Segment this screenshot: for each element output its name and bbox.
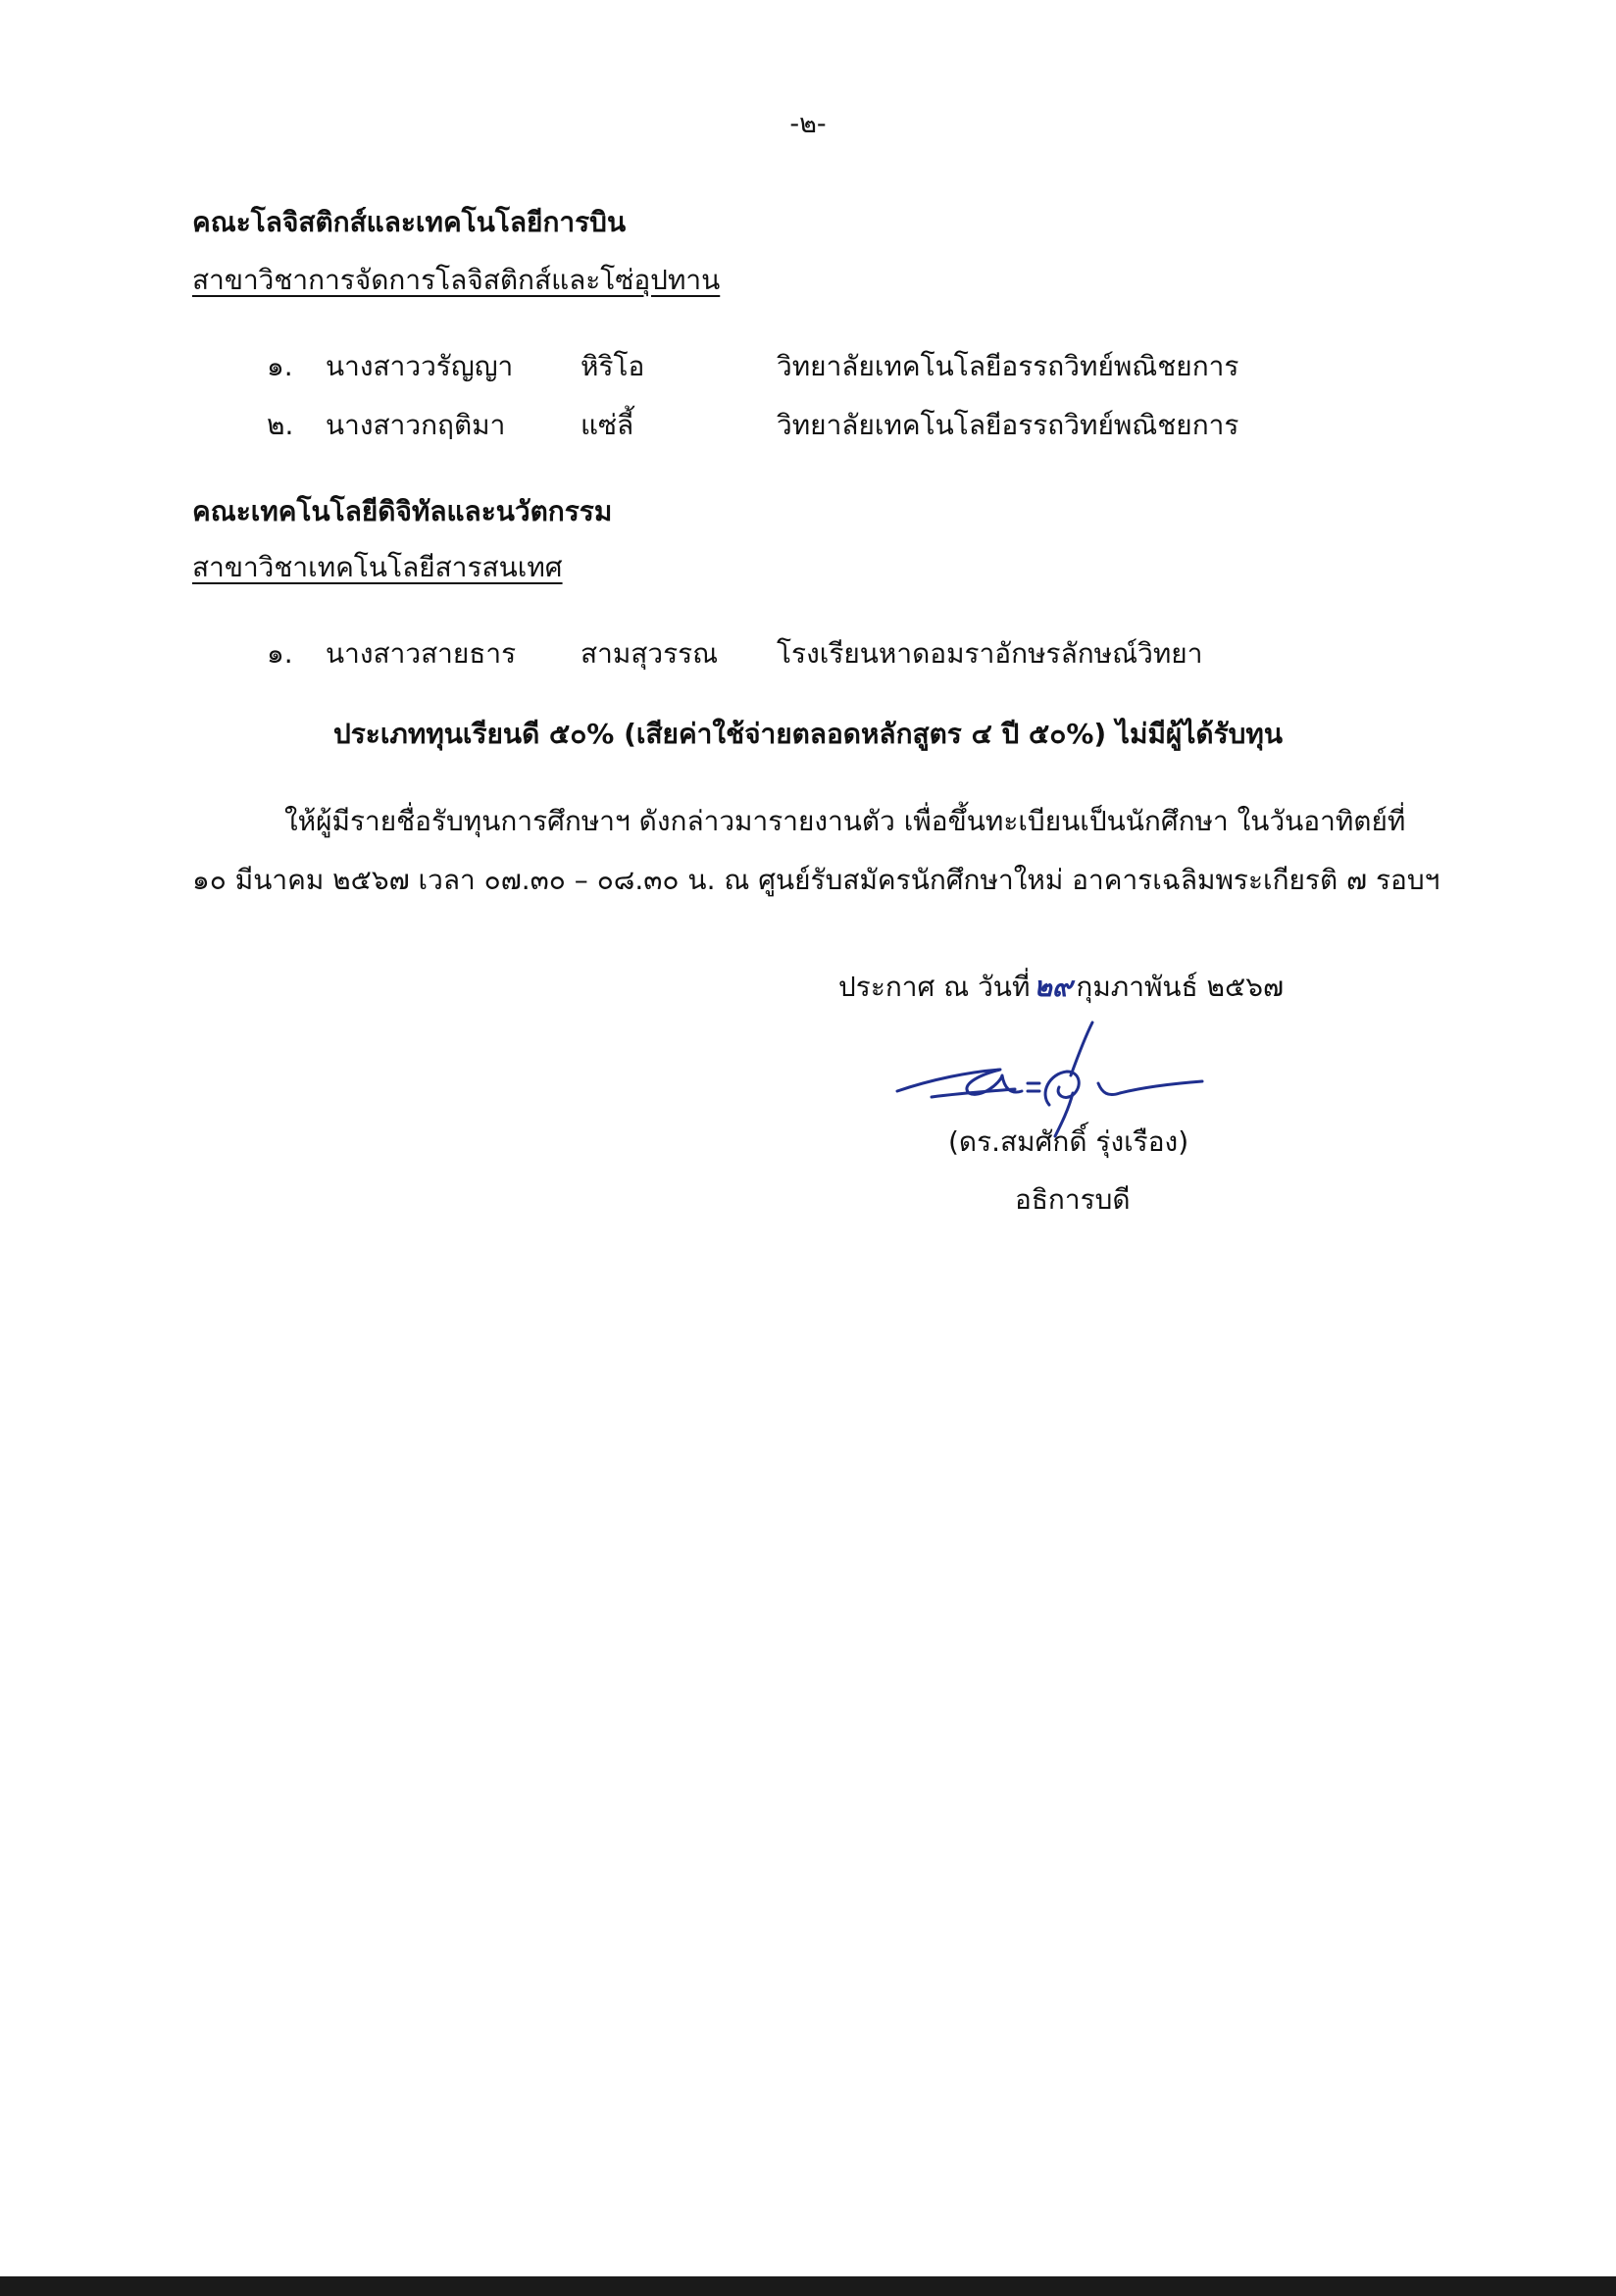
signer-title: อธิการบดี <box>1015 1183 1131 1216</box>
branch-heading-it: สาขาวิชาเทคโนโลยีสารสนเทศ <box>192 551 563 583</box>
student-row <box>267 404 1345 443</box>
student-school: โรงเรียนหาดอมราอักษรลักษณ์วิทยา <box>777 637 1203 670</box>
page-number: -๒- <box>789 109 827 139</box>
student-number: ๑. <box>267 350 293 382</box>
signer-name: (ดร.สมศักดิ์ รุ่งเรือง) <box>948 1125 1189 1158</box>
scholarship-category-heading: ประเภททุนเรียนดี ๕๐% (เสียค่าใช้จ่ายตลอดหลักสูตร ๔ ปี ๕๐%) ไม่มีผู้ได้รับทุน <box>332 718 1284 750</box>
announcement-month-year: กุมภาพันธ์ ๒๕๖๗ <box>1076 971 1285 1003</box>
faculty-heading-digital: คณะเทคโนโลยีดิจิทัลและนวัตกรรม <box>192 495 613 527</box>
student-last-name: หิริโอ <box>581 350 645 382</box>
student-row <box>267 632 1345 672</box>
announcement-day-handwritten: ๒๙ <box>1034 971 1073 1003</box>
student-first-name: นางสาววรัญญา <box>326 350 514 382</box>
student-last-name: แซ่ลี้ <box>581 409 634 441</box>
branch-heading-logistics: สาขาวิชาการจัดการโลจิสติกส์และโซ่อุปทาน <box>192 264 721 296</box>
faculty-heading-logistics: คณะโลจิสติกส์และเทคโนโลยีการบิน <box>192 206 627 238</box>
student-first-name: นางสาวสายธาร <box>326 637 517 670</box>
instruction-line-1: ให้ผู้มีรายชื่อรับทุนการศึกษาฯ ดังกล่าวมารายงานตัว เพื่อขึ้นทะเบียนเป็นนักศึกษา ในวันอาทิตย์ที่ <box>284 805 1406 837</box>
student-school: วิทยาลัยเทคโนโลยีอรรถวิทย์พณิชยการ <box>777 409 1239 441</box>
student-number: ๑. <box>267 637 293 670</box>
scan-bottom-edge <box>0 2276 1616 2296</box>
announcement-date <box>838 966 1284 1009</box>
student-first-name: นางสาวกฤติมา <box>326 409 506 441</box>
student-last-name: สามสุวรรณ <box>581 637 719 670</box>
announcement-prefix: ประกาศ ณ วันที่ <box>838 971 1031 1003</box>
student-number: ๒. <box>267 409 294 441</box>
student-school: วิทยาลัยเทคโนโลยีอรรถวิทย์พณิชยการ <box>777 350 1239 382</box>
student-row <box>267 345 1345 384</box>
instruction-line-2: ๑๐ มีนาคม ๒๕๖๗ เวลา ๐๗.๓๐ – ๐๘.๓๐ น. ณ ศูนย์รับสมัครนักศึกษาใหม่ อาคารเฉลิมพระเกียรติ ๗ รอบฯ <box>192 864 1440 896</box>
